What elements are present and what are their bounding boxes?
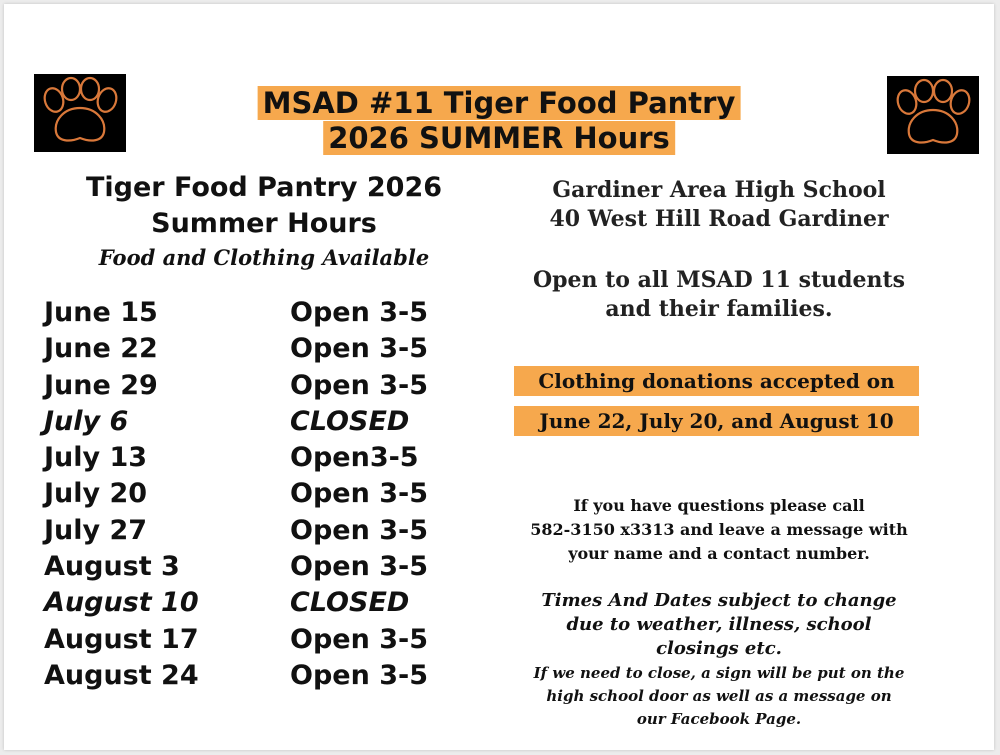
- schedule-date: June 29: [44, 369, 158, 401]
- schedule-row: [42, 295, 512, 331]
- closing-notice: [509, 662, 929, 731]
- schedule-heading: Tiger Food Pantry 2026: [85, 172, 443, 203]
- schedule-date: June 22: [44, 333, 158, 365]
- closing-line: our Facebook Page.: [636, 710, 802, 728]
- eligibility-block: [509, 266, 929, 324]
- schedule-status: CLOSED: [290, 587, 410, 619]
- schedule-row: [42, 549, 512, 585]
- schedule-status: Open 3-5: [290, 369, 428, 401]
- schedule-status: Open 3-5: [290, 297, 428, 328]
- notice-line: closings etc.: [656, 638, 782, 659]
- location-block: [509, 176, 929, 234]
- contact-line: If you have questions please call: [573, 496, 865, 515]
- donations-heading: Clothing donations accepted on: [514, 366, 919, 396]
- schedule-date: August 17: [44, 623, 199, 655]
- schedule-row: [42, 368, 512, 404]
- tiger-paw-icon: [34, 74, 126, 152]
- schedule-status: Open 3-5: [290, 478, 428, 510]
- tiger-paw-icon: [887, 76, 979, 154]
- contact-block: [509, 494, 929, 566]
- schedule-row: [42, 404, 512, 440]
- eligibility-line: and their families.: [605, 296, 833, 322]
- page-subtitle: 2026 SUMMER Hours: [323, 121, 675, 155]
- schedule-row: [42, 440, 512, 476]
- flyer-page: [4, 4, 994, 750]
- schedule-date: June 15: [44, 297, 158, 328]
- schedule-row: [42, 622, 512, 658]
- page-title: MSAD #11 Tiger Food Pantry: [258, 86, 741, 120]
- schedule-status: Open 3-5: [290, 623, 428, 655]
- schedule-status: Open 3-5: [290, 551, 428, 583]
- closing-line: If we need to close, a sign will be put on the: [533, 664, 905, 682]
- schedule-date: August 24: [44, 659, 199, 691]
- schedule-row: [42, 476, 512, 512]
- notice-line: due to weather, illness, school: [566, 614, 872, 635]
- schedule-date: July 27: [44, 514, 148, 546]
- schedule-date: July 20: [44, 478, 148, 510]
- schedule-heading-line2: Summer Hours: [151, 208, 377, 239]
- schedule-date: July 13: [44, 442, 148, 474]
- schedule-status: Open 3-5: [290, 659, 428, 691]
- donations-dates: June 22, July 20, and August 10: [514, 406, 919, 436]
- closing-line: high school door as well as a message on: [546, 687, 892, 705]
- notice-line: Times And Dates subject to change: [541, 590, 897, 611]
- schedule-row: [42, 331, 512, 367]
- schedule-status: Open 3-5: [290, 333, 428, 365]
- contact-line: 582-3150 x3313 and leave a message with: [530, 520, 908, 539]
- schedule-row: [42, 658, 512, 694]
- schedule-status: CLOSED: [290, 405, 410, 437]
- change-notice: [509, 589, 929, 661]
- schedule-date: July 6: [44, 405, 129, 437]
- schedule-row: [42, 513, 512, 549]
- schedule-subheading: Food and Clothing Available: [98, 245, 430, 270]
- schedule-list: [42, 295, 512, 694]
- schedule-date: August 10: [44, 587, 199, 619]
- school-address: 40 West Hill Road Gardiner: [549, 206, 889, 232]
- schedule-date: August 3: [44, 551, 180, 583]
- schedule-status: Open3-5: [290, 442, 419, 474]
- schedule-row: [42, 585, 512, 621]
- eligibility-line: Open to all MSAD 11 students: [532, 267, 906, 293]
- schedule-status: Open 3-5: [290, 514, 428, 546]
- contact-line: your name and a contact number.: [568, 544, 870, 563]
- school-name: Gardiner Area High School: [552, 177, 886, 203]
